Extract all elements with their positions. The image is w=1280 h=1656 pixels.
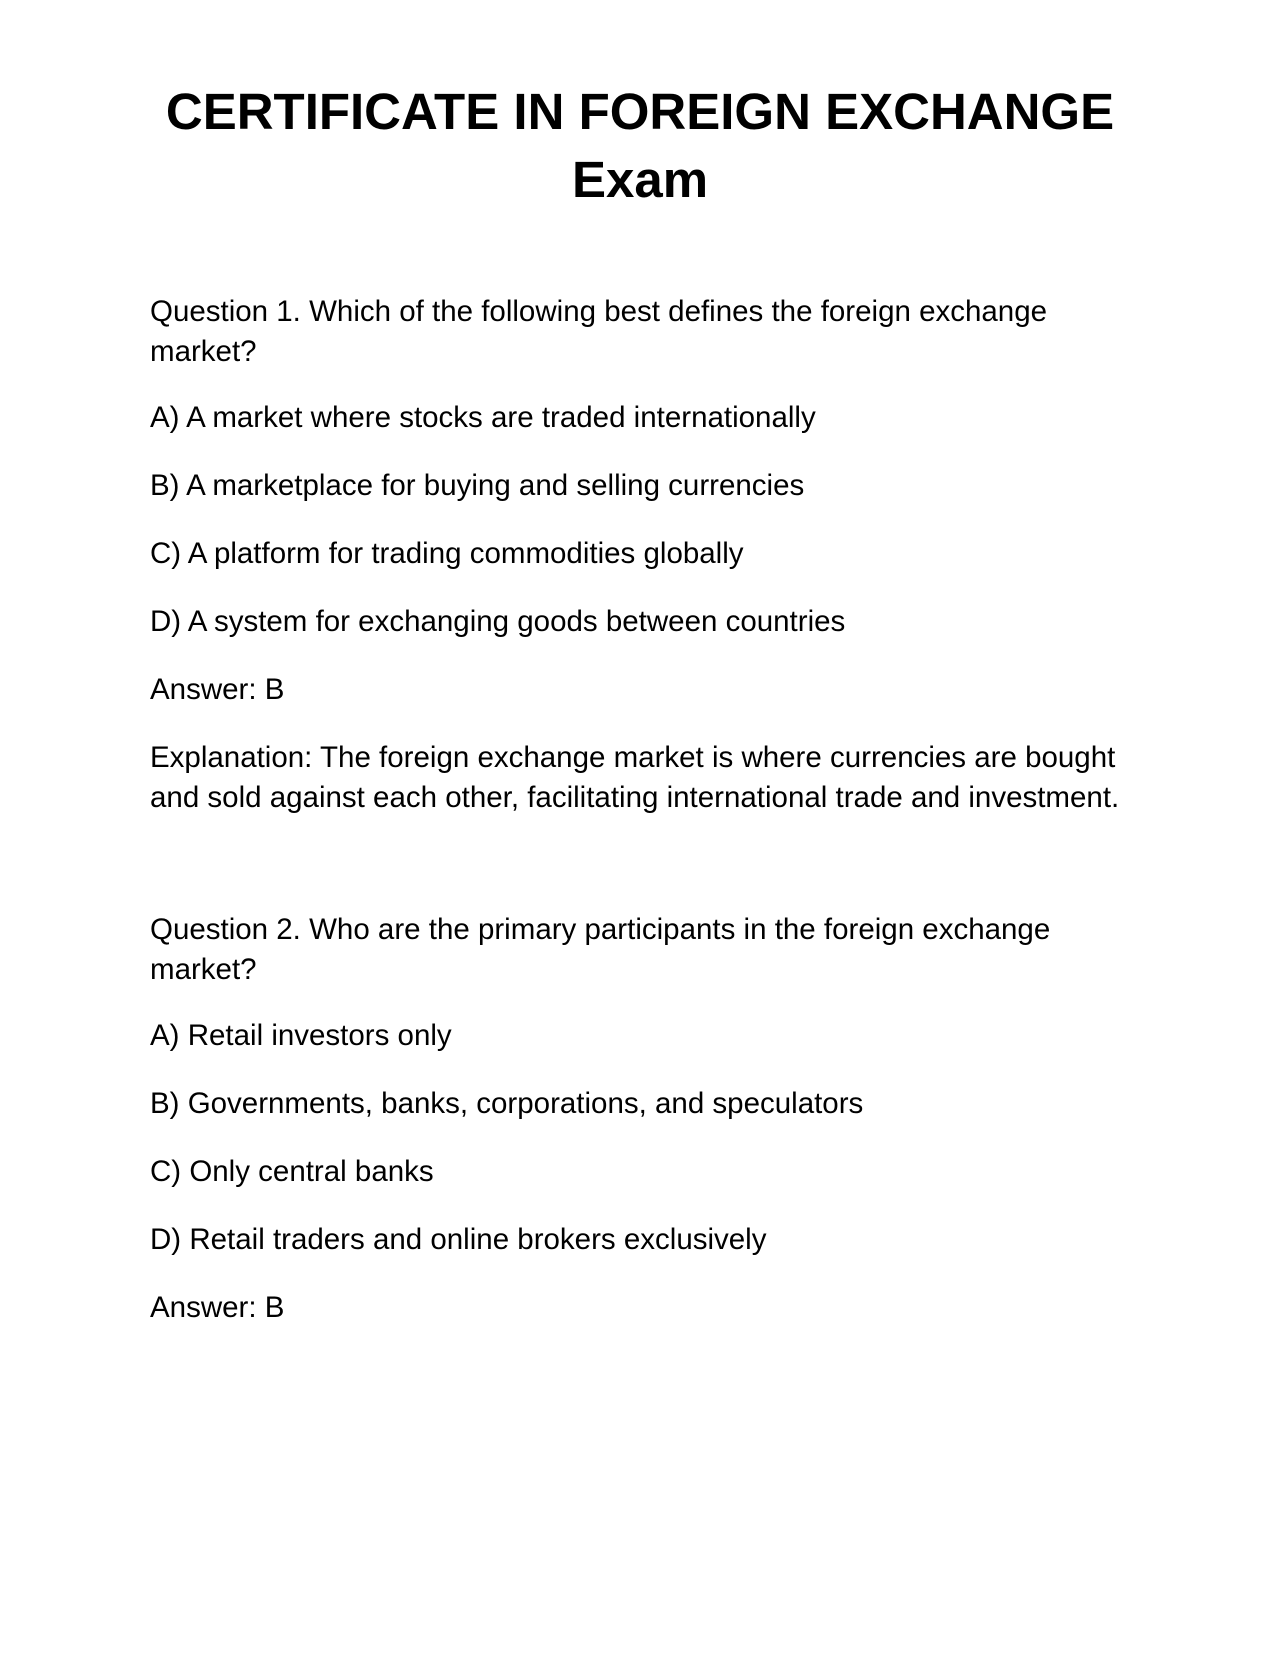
question-text: Question 1. Which of the following best defines the foreign exchange market?	[150, 295, 1048, 368]
answer: Answer: B	[150, 1291, 285, 1324]
question-text: Question 2. Who are the primary participants in the foreign exchange market?	[150, 913, 1051, 986]
question-1	[150, 292, 1130, 818]
option-c: C) Only central banks	[150, 1155, 434, 1188]
option-c: C) A platform for trading commodities globally	[150, 537, 744, 570]
option-d: D) A system for exchanging goods between countries	[150, 605, 846, 638]
option-a: A) A market where stocks are traded internationally	[150, 401, 816, 434]
question-2	[150, 910, 1130, 1328]
document-title	[150, 78, 1130, 214]
option-a: A) Retail investors only	[150, 1019, 452, 1052]
explanation: Explanation: The foreign exchange market is where currencies are bought and sold against each other, facilitating international trade and investment.	[150, 741, 1120, 814]
option-b: B) Governments, banks, corporations, and speculators	[150, 1087, 864, 1120]
title-line-1: CERTIFICATE IN FOREIGN EXCHANGE	[165, 83, 1115, 140]
option-d: D) Retail traders and online brokers exclusively	[150, 1223, 767, 1256]
option-b: B) A marketplace for buying and selling currencies	[150, 469, 805, 502]
title-line-2: Exam	[571, 151, 709, 208]
answer: Answer: B	[150, 673, 285, 706]
